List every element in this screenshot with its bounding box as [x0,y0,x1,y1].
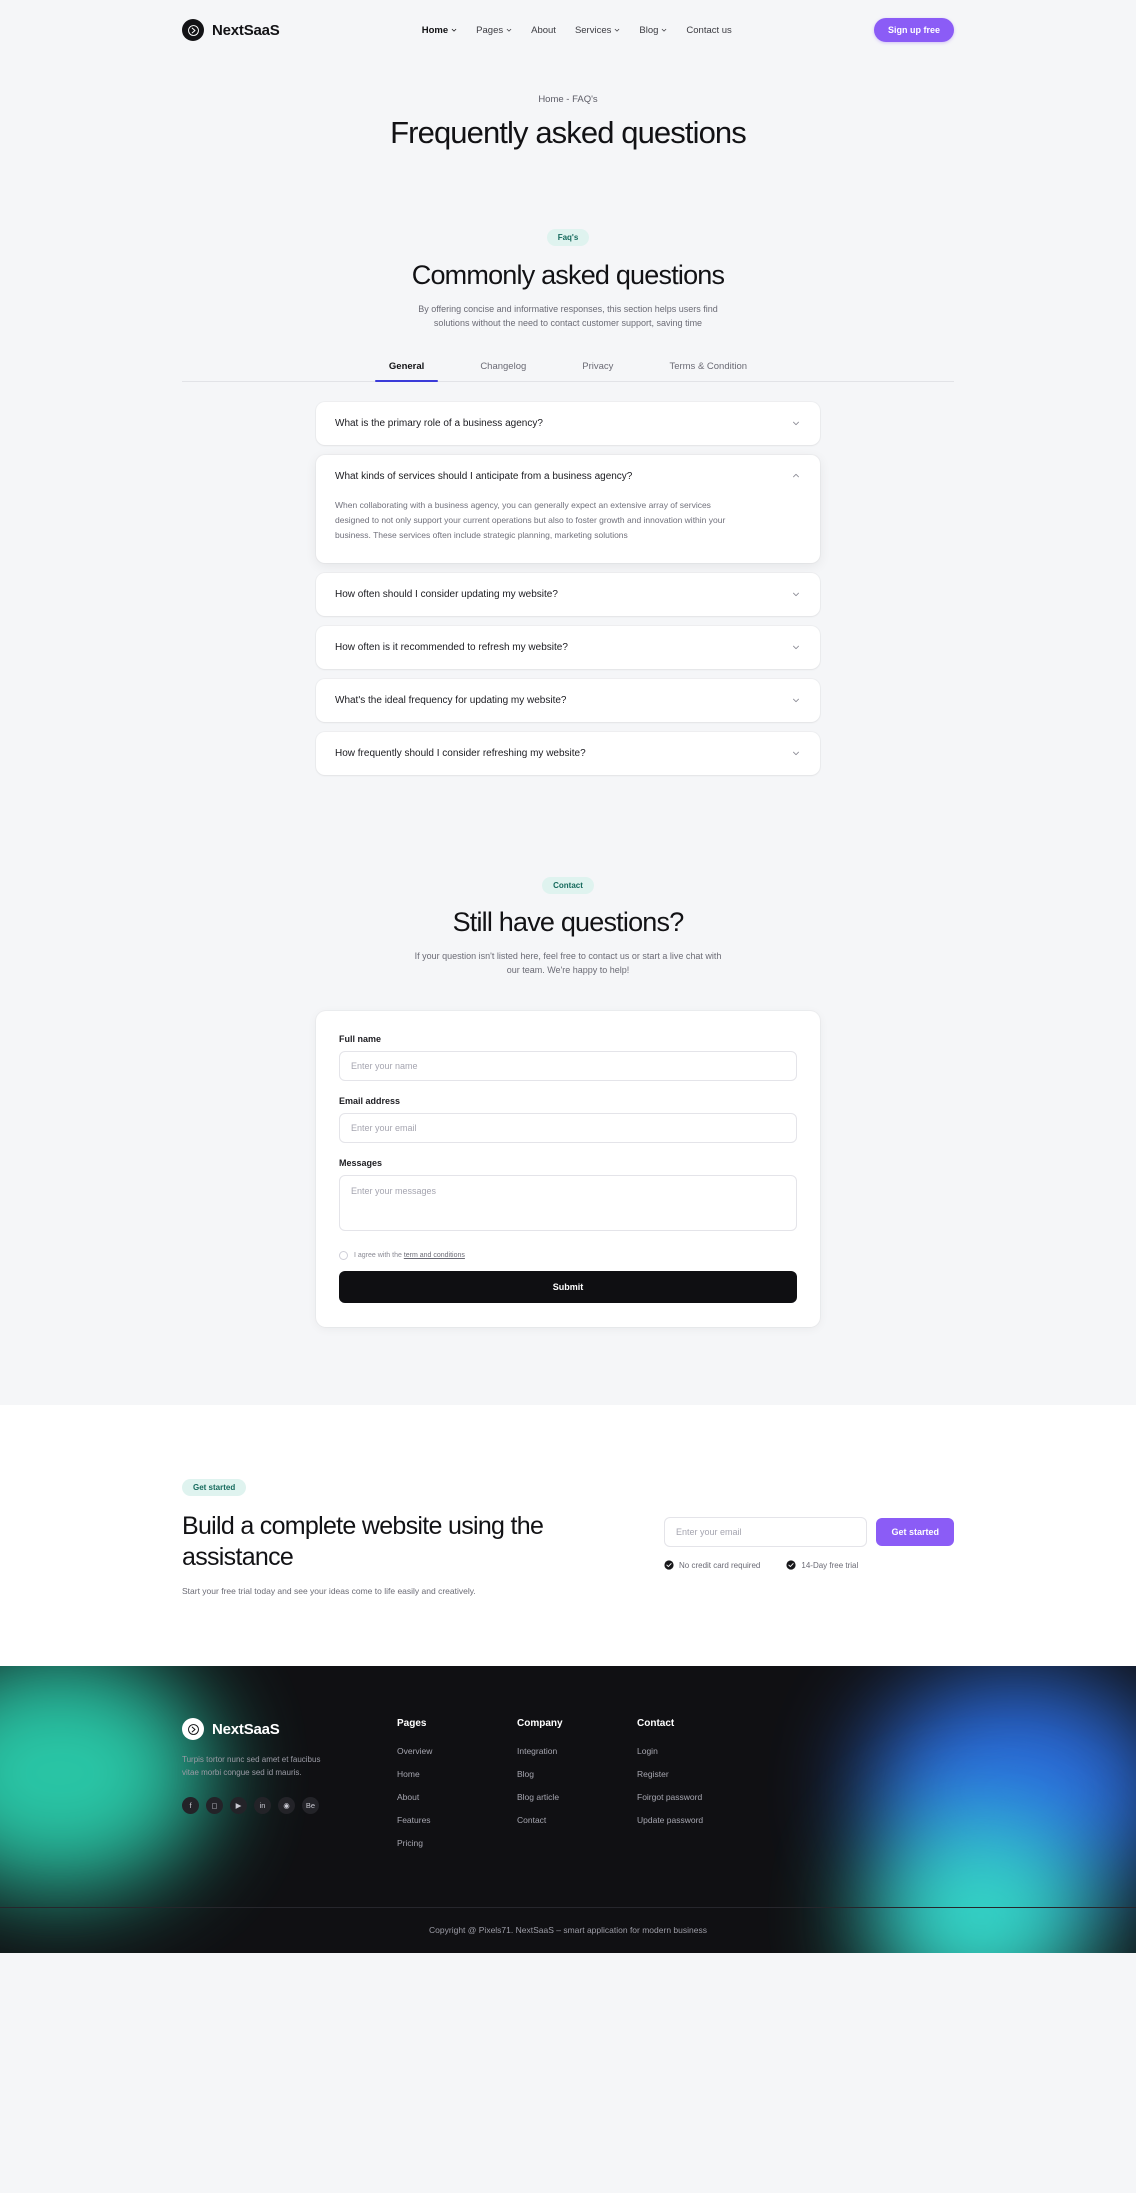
nav-item-label: Pages [476,24,504,36]
faq-item [316,573,820,616]
check-circle-icon [664,1560,674,1570]
footer-link-features[interactable]: Features [397,1815,431,1826]
get-started-badge: Get started [182,1479,246,1496]
footer-column-pages [397,1718,517,1861]
faq-question: What's the ideal frequency for updating my website? [335,694,567,706]
dribbble-icon[interactable]: ◉ [278,1797,295,1814]
full-name-label: Full name [339,1034,382,1045]
email-input[interactable] [339,1113,797,1143]
chevron-down-icon[interactable] [791,642,801,652]
faq-question: What is the primary role of a business agency? [335,417,543,429]
nav-item-pages[interactable] [476,25,512,36]
nav-item-label: Services [574,24,612,36]
faq-item-header[interactable] [316,455,820,498]
footer-link-update-password[interactable]: Update password [637,1815,704,1826]
chevron-down-icon [506,27,512,33]
youtube-icon[interactable]: ▶ [230,1797,247,1814]
get-started-inner [182,1477,954,1596]
tab-privacy[interactable]: Privacy [582,360,614,372]
faq-title: Commonly asked questions [411,260,725,290]
sign-up-free-button[interactable]: Sign up free [874,18,954,42]
faq-item-header[interactable] [316,679,820,722]
faq-item-header[interactable] [316,626,820,669]
full-name-group [339,1034,797,1081]
faq-accordion [316,402,820,775]
messages-textarea[interactable] [339,1175,797,1231]
footer-columns [182,1718,954,1861]
footer-column-title: Company [517,1718,563,1730]
footer-link-about[interactable]: About [397,1792,420,1803]
faq-item [316,455,820,563]
note-free-trial [786,1560,858,1570]
faq-question: What kinds of services should I anticipate from a business agency? [335,470,633,482]
instagram-icon[interactable]: ◻ [206,1797,223,1814]
submit-button[interactable]: Submit [339,1271,797,1303]
faq-item [316,679,820,722]
footer-column-title: Pages [397,1718,427,1730]
faq-item-header[interactable] [316,732,820,775]
footer-link-home[interactable]: Home [397,1769,420,1780]
get-started-desc: Start your free trial today and see your ideas come to life easily and creatively. [182,1586,476,1597]
email-group [339,1096,797,1143]
faq-answer: When collaborating with a business agency, you can generally expect an extensive array of services designed to not only support your current operations but also to foster growth and innovation within your business. These services often include strategic planning, marketing solutions [335,499,726,540]
get-started-band [0,1405,1136,1666]
site-header [0,0,1136,46]
messages-label: Messages [339,1158,383,1169]
tab-terms-condition[interactable]: Terms & Condition [669,360,748,372]
get-started-title: Build a complete website using the assistance [182,1512,544,1571]
linkedin-icon[interactable]: in [254,1797,271,1814]
chevron-down-icon[interactable] [791,589,801,599]
contact-title: Still have questions? [452,906,684,937]
tab-changelog[interactable]: Changelog [480,360,527,372]
brand-logo[interactable] [182,19,280,41]
footer-link-forgot-password[interactable]: Foirgot password [637,1792,703,1803]
nav-item-services[interactable] [575,25,620,36]
trial-notes [664,1560,954,1570]
breadcrumb: Home - FAQ's [538,94,598,105]
footer-logo[interactable] [182,1718,397,1740]
footer-column-title: Contact [637,1718,675,1730]
terms-agree-prefix: I agree with the [354,1252,404,1260]
faq-question: How often should I consider updating my website? [335,588,558,600]
faq-badge: Faq's [547,229,590,246]
logo-mark-icon [182,19,204,41]
nav-item-blog[interactable] [639,25,667,36]
footer-brand-column [182,1718,397,1861]
faq-tabs [182,361,954,382]
tab-general[interactable]: General [361,361,452,381]
nav-item-label: Blog [639,24,659,36]
contact-subtitle: If your question isn't listed here, feel free to contact us or start a live chat with our team. We're happy to help! [414,950,722,975]
chevron-down-icon[interactable] [791,418,801,428]
footer-column-contact [637,1718,757,1861]
note-no-credit-card [664,1560,760,1570]
faq-item-header[interactable] [316,402,820,445]
faq-item-header[interactable] [316,573,820,616]
chevron-down-icon [614,27,620,33]
get-started-button[interactable]: Get started [876,1518,954,1546]
chevron-down-icon[interactable] [791,695,801,705]
footer-link-contact[interactable]: Contact [517,1815,547,1826]
get-started-right [664,1477,954,1570]
email-label: Email address [339,1096,401,1107]
navbar [182,14,954,46]
chevron-down-icon [451,27,457,33]
terms-and-conditions-link[interactable]: term and conditions [403,1252,465,1260]
nav-item-label: Home [421,24,449,36]
footer-link-pricing[interactable]: Pricing [397,1838,423,1849]
faq-subtitle: By offering concise and informative responses, this section helps users find solutions without the need to contact customer support, saving time [418,304,718,328]
messages-group [339,1158,797,1236]
contact-form [316,1011,820,1327]
footer-link-integration[interactable]: Integration [517,1746,558,1757]
faq-section [0,151,1136,775]
hero-section [0,46,1136,151]
full-name-input[interactable] [339,1051,797,1081]
check-circle-icon [786,1560,796,1570]
terms-agree-text [354,1252,465,1259]
contact-badge: Contact [542,877,594,894]
nav-item-contact-us[interactable] [686,25,731,36]
page-title: Frequently asked questions [390,115,746,150]
terms-checkbox[interactable] [339,1251,348,1260]
faq-question: How often is it recommended to refresh my website? [335,641,568,653]
site-footer [0,1666,1136,1953]
chevron-down-icon[interactable] [791,748,801,758]
footer-brand-name: NextSaaS [212,1720,280,1738]
nav-item-label: About [531,24,556,36]
faq-item [316,732,820,775]
nav-item-label: Contact us [686,24,732,36]
contact-section [0,785,1136,1328]
nav-item-home[interactable] [422,25,457,36]
footer-glow-green [0,1666,210,1893]
brand-name: NextSaaS [212,21,280,39]
footer-link-blog-article[interactable]: Blog article [517,1792,560,1803]
faq-item [316,402,820,445]
facebook-icon[interactable]: f [182,1797,199,1814]
footer-column-company [517,1718,637,1861]
nav-item-about[interactable] [531,25,556,36]
footer-link-register[interactable]: Register [637,1769,669,1780]
behance-icon[interactable]: Be [302,1797,319,1814]
footer-link-overview[interactable]: Overview [397,1746,433,1757]
newsletter-form [664,1517,954,1547]
footer-copyright: Copyright @ Pixels71. NextSaaS – smart application for modern business [0,1907,1136,1953]
chevron-down-icon [661,27,667,33]
terms-agree-row [339,1251,797,1260]
faq-question: How frequently should I consider refreshing my website? [335,747,586,759]
faq-item [316,626,820,669]
nav-links [422,25,732,36]
footer-tagline: Turpis tortor nunc sed amet et faucibus vitae morbi congue sed id mauris. [182,1755,321,1778]
newsletter-email-input[interactable] [664,1517,867,1547]
note-label: 14-Day free trial [801,1560,859,1570]
footer-link-blog[interactable]: Blog [517,1769,535,1780]
chevron-up-icon[interactable] [791,471,801,481]
logo-mark-icon [182,1718,204,1740]
get-started-left [182,1477,562,1596]
social-links [182,1797,397,1814]
note-label: No credit card required [679,1560,761,1570]
footer-link-login[interactable]: Login [637,1746,658,1757]
